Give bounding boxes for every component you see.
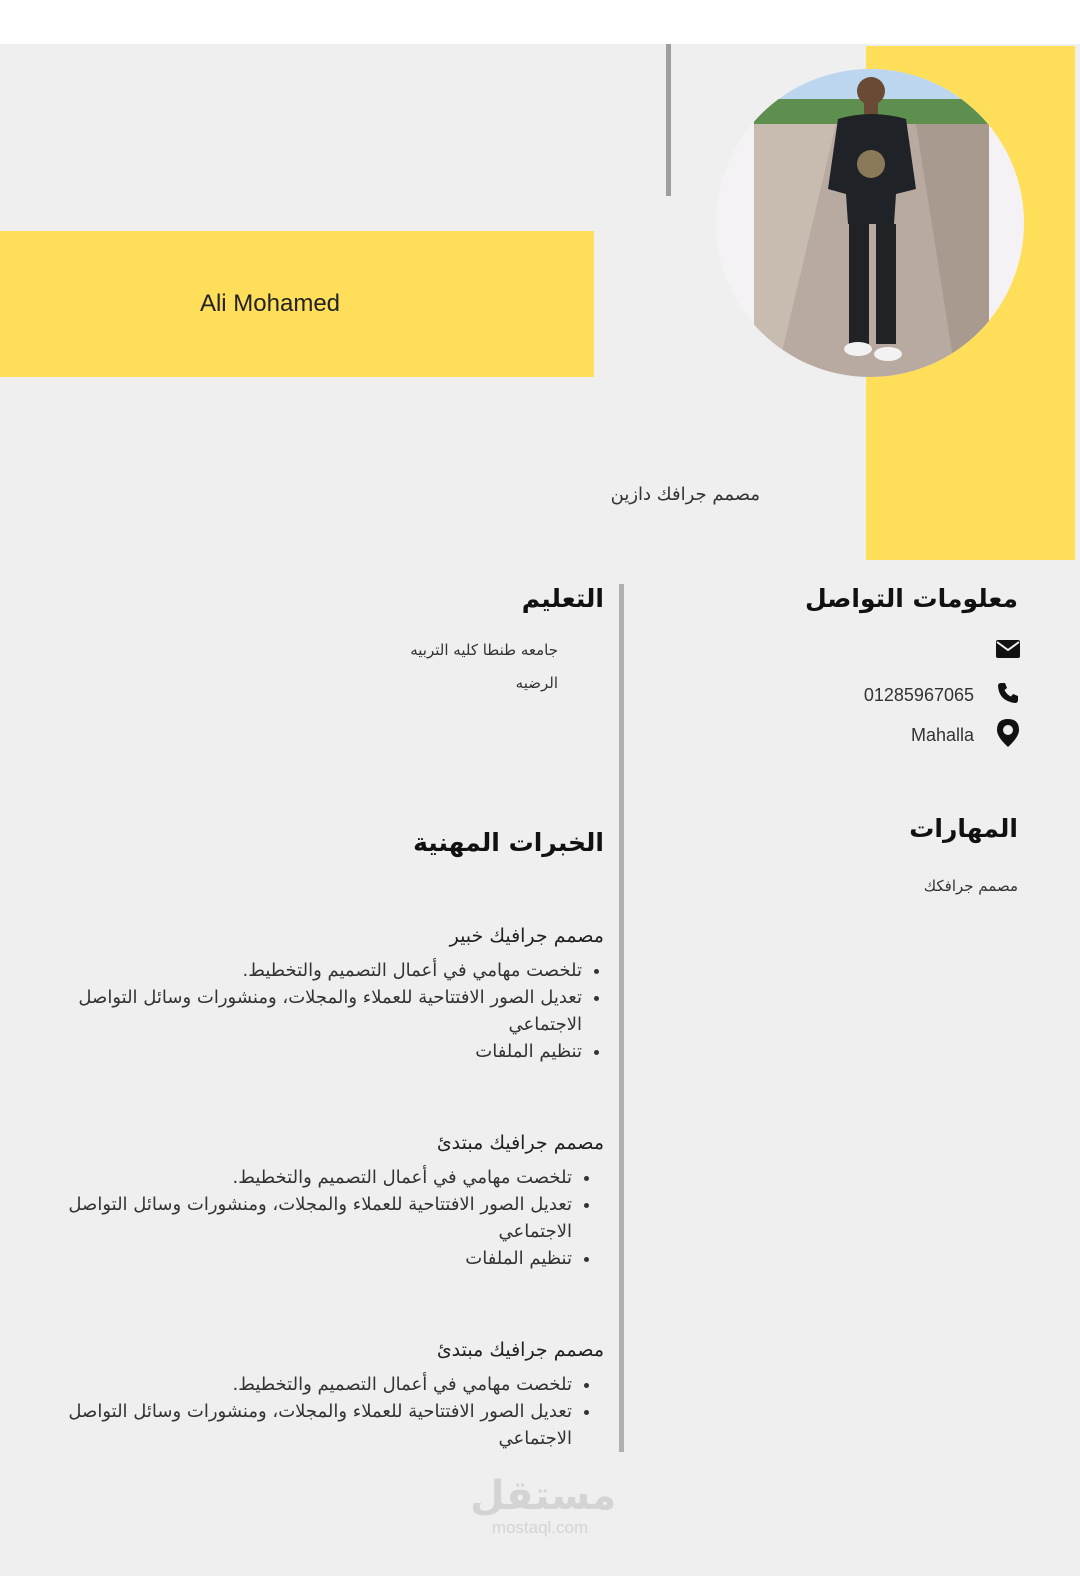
profile-photo: [716, 69, 1024, 377]
experience-item: [34, 1339, 604, 1452]
experience-item: [34, 1132, 604, 1272]
experience-title: مصمم جرافيك مبتدئ: [436, 1132, 604, 1154]
mostaql-watermark: [470, 1473, 617, 1538]
education-detail: الرضيه: [515, 674, 558, 692]
experience-title: مصمم جرافيك خبير: [449, 925, 604, 947]
experience-bullet: • تعديل الصور الافتتاحية للعملاء والمجلات، ومنشورات وسائل التواصل الاجتماعي: [34, 1191, 572, 1245]
experience-bullets: [34, 1371, 604, 1452]
contact-heading: معلومات التواصل: [804, 584, 1018, 613]
experience-bullet: • تنظيم الملفات: [44, 1038, 582, 1065]
experience-bullet: • تلخصت مهامي في أعمال التصميم والتخطيط.: [34, 1371, 572, 1398]
contact-location-row: [911, 718, 1020, 753]
top-divider: [666, 44, 671, 196]
contact-email-row: [974, 640, 1020, 663]
experience-item: [44, 925, 604, 1065]
map-pin-icon: [996, 718, 1020, 753]
experience-heading: الخبرات المهنية: [413, 828, 604, 857]
resume-page: [0, 44, 1080, 1576]
skill-item: مصمم جرافكك: [923, 877, 1018, 895]
skills-heading: المهارات: [909, 814, 1018, 843]
contact-phone-row: [864, 681, 1020, 710]
location-value: Mahalla: [910, 725, 974, 745]
job-title: مصمم جرافك دازين: [610, 484, 760, 505]
experience-bullet: • تلخصت مهامي في أعمال التصميم والتخطيط.: [34, 1164, 572, 1191]
experience-bullet: • تلخصت مهامي في أعمال التصميم والتخطيط.: [44, 957, 582, 984]
phone-value: 01285967065: [863, 685, 974, 705]
watermark-arabic: مستقل: [470, 1473, 617, 1519]
education-heading: التعليم: [521, 584, 604, 613]
phone-icon: [996, 681, 1020, 710]
watermark-latin: mostaql.com: [491, 1518, 589, 1537]
person-name: Ali Mohamed: [199, 290, 341, 317]
education-institution: جامعه طنطا كليه التربيه: [410, 641, 558, 659]
experience-bullet: • تعديل الصور الافتتاحية للعملاء والمجلات، ومنشورات وسائل التواصل الاجتماعي: [34, 1398, 572, 1452]
experience-bullets: [44, 957, 604, 1065]
column-divider: [619, 584, 624, 1452]
experience-bullet: • تعديل الصور الافتتاحية للعملاء والمجلات، ومنشورات وسائل التواصل الاجتماعي: [44, 984, 582, 1038]
experience-bullets: [34, 1164, 604, 1272]
envelope-icon: [996, 640, 1020, 663]
experience-title: مصمم جرافيك مبتدئ: [436, 1339, 604, 1361]
experience-bullet: • تنظيم الملفات: [34, 1245, 572, 1272]
